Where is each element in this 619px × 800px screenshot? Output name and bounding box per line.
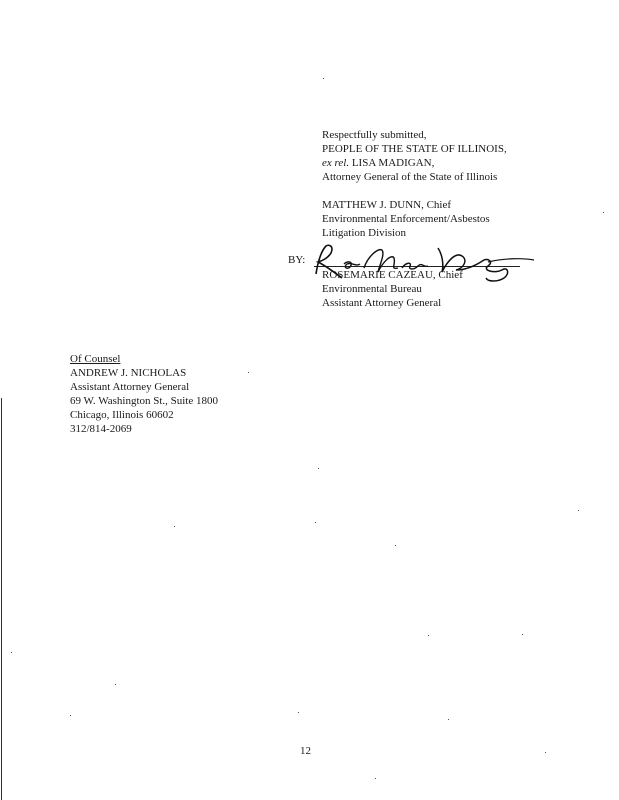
plaintiff-name: PEOPLE OF THE STATE OF ILLINOIS, <box>322 143 507 155</box>
counsel-address-2: Chicago, Illinois 60602 <box>70 409 174 421</box>
counsel-phone: 312/814-2069 <box>70 423 132 435</box>
scan-speck <box>522 634 523 635</box>
ex-rel-line <box>322 156 434 170</box>
scan-speck <box>395 545 396 546</box>
signer-name: ROSEMARIE CAZEAU, Chief <box>322 269 463 281</box>
scan-speck <box>11 652 12 653</box>
scan-speck <box>248 372 249 373</box>
scan-speck <box>603 212 604 213</box>
scan-edge-line <box>1 398 2 800</box>
attorney-general-title: Attorney General of the State of Illinois <box>322 171 498 183</box>
scan-speck <box>115 684 116 685</box>
counsel-title: Assistant Attorney General <box>70 381 190 393</box>
counsel-name: ANDREW J. NICHOLAS <box>70 367 187 379</box>
counsel-address-1: 69 W. Washington St., Suite 1800 <box>70 395 219 407</box>
ex-rel-prefix: ex rel. <box>322 157 350 169</box>
scan-speck <box>578 510 579 511</box>
bureau-name: Environmental Bureau <box>322 283 422 295</box>
chief-name: MATTHEW J. DUNN, Chief <box>322 199 452 211</box>
page-number: 12 <box>300 745 311 757</box>
scan-speck <box>70 715 71 716</box>
scan-speck <box>315 522 316 523</box>
scan-speck <box>375 778 376 779</box>
scan-speck <box>428 635 429 636</box>
scan-speck <box>545 752 546 753</box>
scan-speck <box>174 526 175 527</box>
ex-rel-name: LISA MADIGAN, <box>351 157 435 169</box>
signer-title: Assistant Attorney General <box>322 297 442 309</box>
respectfully-submitted: Respectfully submitted, <box>322 129 427 141</box>
scan-speck <box>318 468 319 469</box>
division-line-2: Litigation Division <box>322 227 407 239</box>
of-counsel-heading: Of Counsel <box>70 353 121 365</box>
handwritten-signature <box>298 234 538 286</box>
division-line-1: Environmental Enforcement/Asbestos <box>322 213 490 225</box>
scan-speck <box>298 712 299 713</box>
scan-speck <box>448 719 449 720</box>
signature-line <box>288 252 538 282</box>
by-label: BY: <box>288 254 306 266</box>
scan-speck <box>323 78 324 79</box>
